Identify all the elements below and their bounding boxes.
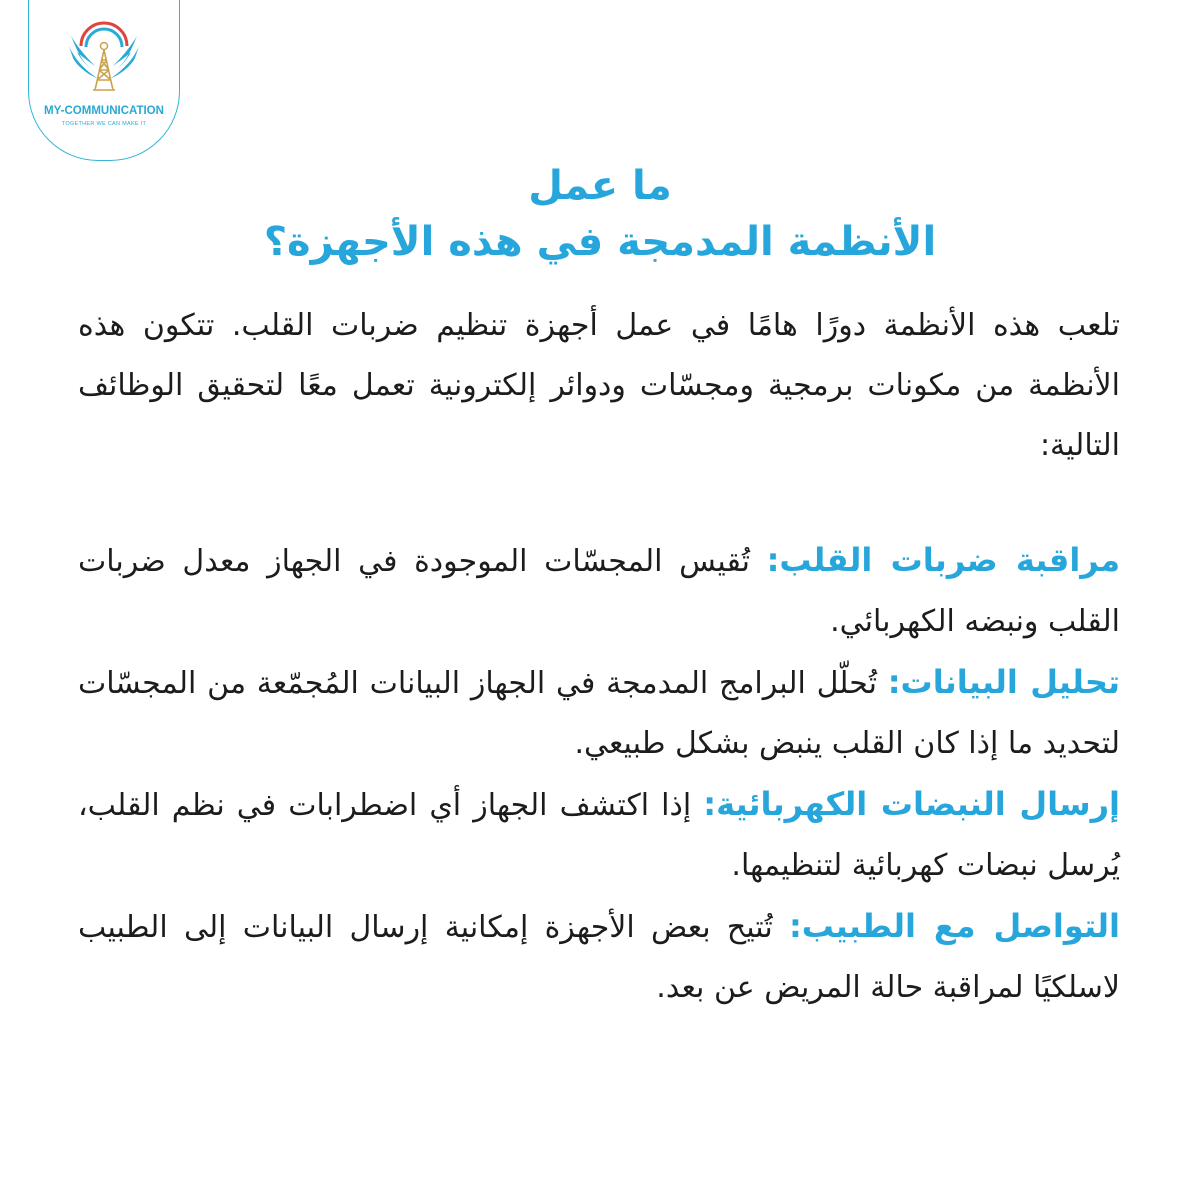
function-item-doctor-communication — [78, 896, 1120, 1018]
function-description: تُحلّل البرامج المدمجة في الجهاز البيانات المُجمّعة من المجسّات لتحديد ما إذا كان القلب ينبض بشكل طبيعي. — [78, 666, 1120, 761]
paragraph-spacer — [78, 476, 1120, 530]
function-description: تُتيح بعض الأجهزة إمكانية إرسال البيانات إلى الطبيب لاسلكيًا لمراقبة حالة المريض عن بعد. — [78, 910, 1120, 1005]
page-title-line-2: الأنظمة المدمجة في هذه الأجهزة؟ — [263, 219, 937, 265]
logo-card — [28, 0, 180, 161]
page-title-line-1: ما عمل — [528, 163, 672, 209]
brand-name: MY-COMMUNICATION — [44, 105, 164, 117]
function-description: تُقيس المجسّات الموجودة في الجهاز معدل ضربات القلب ونبضه الكهربائي. — [78, 544, 1120, 639]
function-term: التواصل مع الطبيب: — [789, 907, 1121, 945]
winged-tower-logo-icon — [67, 16, 141, 92]
function-item-data-analysis — [78, 652, 1120, 774]
function-term: مراقبة ضربات القلب: — [766, 541, 1121, 579]
article-body — [78, 296, 1120, 1018]
function-item-heart-monitoring — [78, 530, 1120, 652]
function-description: إذا اكتشف الجهاز أي اضطرابات في نظم القلب، يُرسل نبضات كهربائية لتنظيمها. — [78, 788, 1120, 883]
brand-tagline: TOGETHER WE CAN MAKE IT — [61, 121, 147, 127]
function-item-electrical-pulses — [78, 774, 1120, 896]
intro-paragraph: تلعب هذه الأنظمة دورًا هامًا في عمل أجهزة تنظيم ضربات القلب. تتكون هذه الأنظمة من مكونات برمجية ومجسّات ودوائر إلكترونية تعمل معًا لتحقيق الوظائف التالية: — [78, 308, 1120, 463]
function-term: إرسال النبضات الكهربائية: — [703, 785, 1121, 823]
function-term: تحليل البيانات: — [887, 663, 1121, 701]
